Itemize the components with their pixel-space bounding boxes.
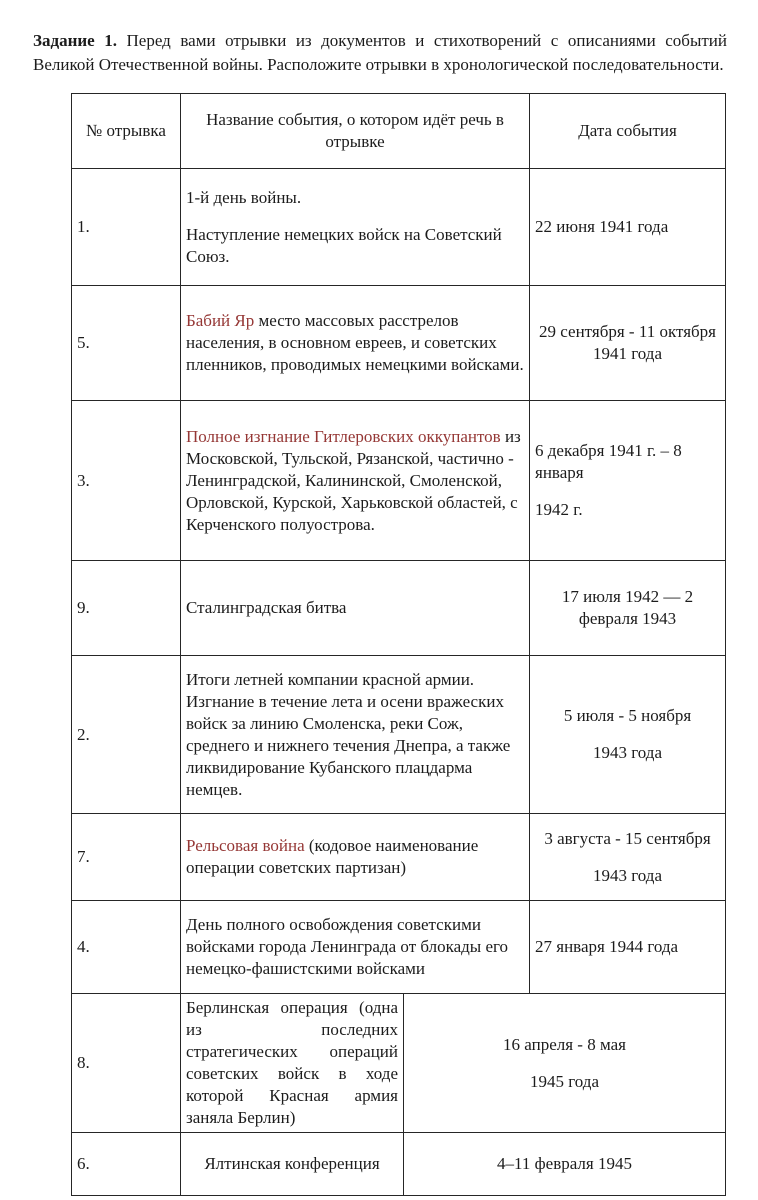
date-line: 16 апреля - 8 мая <box>503 1034 626 1054</box>
date-line: 1945 года <box>530 1071 600 1091</box>
table-header-row <box>72 94 726 169</box>
event-text: Наступление немецких войск на Советский Союз. <box>186 224 502 266</box>
row-event <box>181 814 530 901</box>
date-line: 1943 года <box>593 865 663 885</box>
event-text: 1-й день войны. <box>186 187 302 207</box>
row-event: День полного освобождения советскими войсками города Ленинграда от блокады его немецко-фашистскими войсками <box>181 901 530 994</box>
row-date: 27 января 1944 года <box>530 901 726 994</box>
date-line: 1943 года <box>593 743 663 762</box>
row-num: 8. <box>72 994 181 1133</box>
date-line: 5 июля - 5 ноября <box>563 706 692 725</box>
row-event <box>181 286 530 401</box>
row-event <box>181 169 530 286</box>
row-date <box>530 656 726 814</box>
row-date <box>530 814 726 901</box>
table-row <box>72 994 726 1133</box>
row-event: Ялтинская конференция <box>181 1133 404 1196</box>
row-date: 29 сентября - 11 октября 1941 года <box>530 286 726 401</box>
date-line: 3 августа - 15 сентября <box>544 828 711 848</box>
table-row <box>72 656 726 814</box>
table-row <box>72 401 726 561</box>
event-highlight: Полное изгнание Гитлеровских оккупантов <box>186 426 501 446</box>
row-num: 3. <box>72 401 181 561</box>
row-num: 2. <box>72 656 181 814</box>
event-highlight: Бабий Яр <box>186 311 255 330</box>
row-date: 22 июня 1941 года <box>530 169 726 286</box>
row-num: 6. <box>72 1133 181 1196</box>
row-date: 17 июля 1942 — 2 февраля 1943 <box>530 561 726 656</box>
event-text: (кодовое наименование операции советских партизан) <box>186 836 479 877</box>
row-event: Итоги летней компании красной армии. Изгнание в течение лета и осени вражеских войск за линию Смоленска, реки Сож, среднего и нижнего течения Днепра, а также ликвидирование Кубанского плацдарма немцев. <box>181 656 530 814</box>
row-num: 5. <box>72 286 181 401</box>
header-event: Название события, о котором идёт речь в отрывке <box>181 94 530 169</box>
table-row <box>72 901 726 994</box>
row-num: 1. <box>72 169 181 286</box>
row-date: 4–11 февраля 1945 <box>404 1133 726 1196</box>
task-intro <box>33 29 727 77</box>
date-line: 6 декабря 1941 г. – 8 января <box>535 441 682 482</box>
row-event: Берлинская операция (одна из последних стратегических операций советских войск в ходе которой Красная армия заняла Берлин) <box>181 994 404 1133</box>
table-row <box>72 169 726 286</box>
row-num: 7. <box>72 814 181 901</box>
task-label: Задание 1. <box>33 31 117 50</box>
events-table <box>71 93 726 1196</box>
table-row <box>72 561 726 656</box>
task-text: Перед вами отрывки из документов и стихотворений с описаниями событий Великой Отечественной войны. Расположите отрывки в хронологической последовательности. <box>33 31 728 74</box>
row-event <box>181 401 530 561</box>
row-date <box>404 994 726 1133</box>
row-num: 4. <box>72 901 181 994</box>
date-line: 1942 г. <box>535 500 583 519</box>
table-row <box>72 814 726 901</box>
header-num: № отрывка <box>72 94 181 169</box>
header-date: Дата события <box>530 94 726 169</box>
event-text: из Московской, Тульской, Рязанской, частично - Ленинградской, Калининской, Смоленской, Орловской, Курской, Харьковской областей, с Керченского полуострова. <box>186 426 521 534</box>
row-date <box>530 401 726 561</box>
row-event: Сталинградская битва <box>181 561 530 656</box>
table-row <box>72 1133 726 1196</box>
row-num: 9. <box>72 561 181 656</box>
table-row <box>72 286 726 401</box>
event-highlight: Рельсовая война <box>186 836 305 855</box>
event-text: место массовых расстрелов населения, в основном евреев, и советских пленников, проводимых немецкими войсками. <box>186 311 524 374</box>
